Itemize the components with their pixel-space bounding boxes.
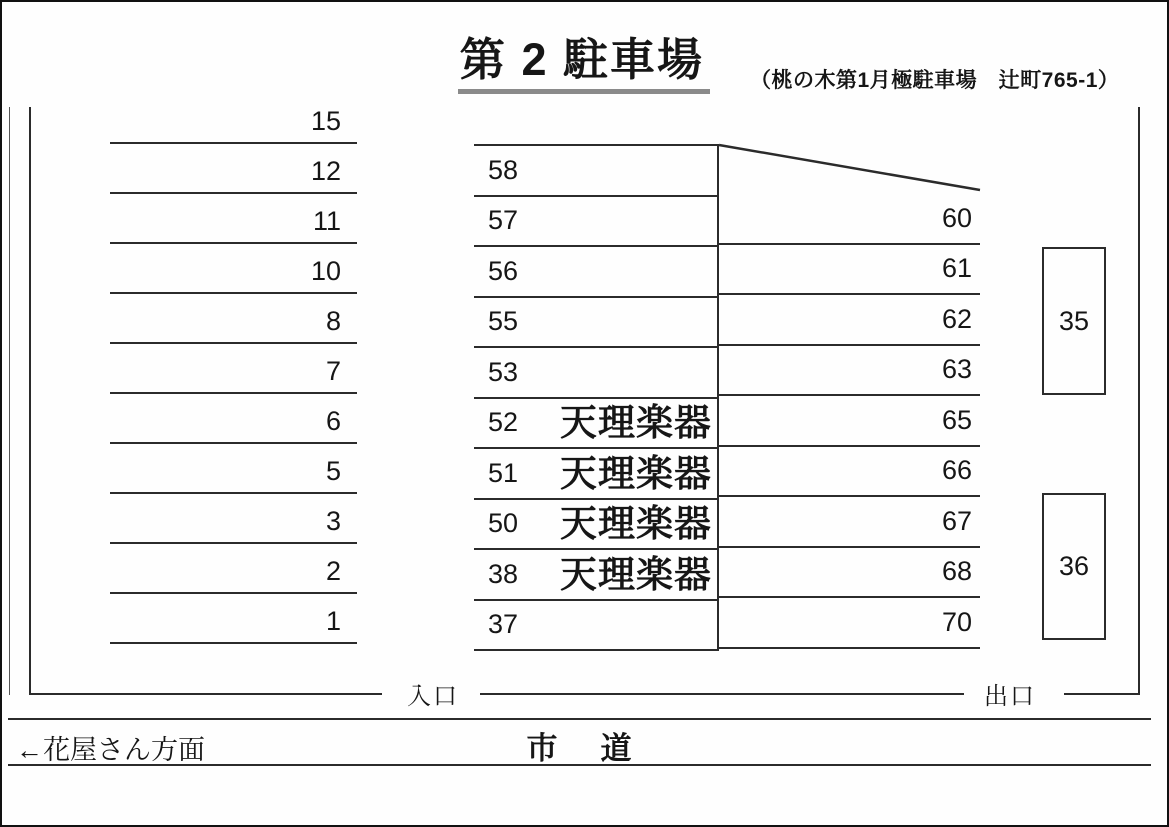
city-road-label: 市 道 bbox=[526, 731, 638, 766]
stall-number: 66 bbox=[941, 455, 972, 486]
stall-number: 8 bbox=[325, 306, 341, 336]
stall-number: 60 bbox=[941, 202, 972, 233]
parking-stall-middle bbox=[474, 298, 717, 349]
stall-number: 67 bbox=[941, 505, 972, 536]
stall-number: 1 bbox=[325, 606, 341, 636]
diagonal-boundary-line bbox=[718, 142, 982, 192]
lot-left-inner-border bbox=[29, 107, 31, 695]
parking-stall-middle bbox=[474, 601, 717, 652]
parking-stall-left bbox=[110, 294, 357, 344]
parking-stall-left bbox=[110, 94, 357, 144]
stall-number: 35 bbox=[1058, 305, 1090, 336]
road-upper-line bbox=[8, 718, 1151, 720]
lot-bottom-border-segment bbox=[480, 693, 964, 695]
parking-stall-middle bbox=[474, 348, 717, 399]
stall-number: 70 bbox=[941, 606, 972, 637]
parking-stall-middle bbox=[474, 399, 717, 450]
lot-bottom-border-segment bbox=[29, 693, 382, 695]
stall-number: 63 bbox=[941, 354, 972, 385]
stall-number: 5 bbox=[325, 456, 341, 486]
stall-number: 2 bbox=[325, 556, 341, 586]
left-stall-column bbox=[110, 94, 357, 644]
parking-stall-right bbox=[719, 194, 980, 245]
parking-stall-right bbox=[719, 447, 980, 498]
exit-label: 出口 bbox=[977, 679, 1043, 707]
stall-number: 56 bbox=[488, 255, 519, 286]
parking-stall-right bbox=[719, 396, 980, 447]
tenant-name-label: 天理楽器 bbox=[560, 503, 712, 545]
stall-number: 55 bbox=[488, 306, 519, 337]
parking-stall-left bbox=[110, 344, 357, 394]
parking-stall-left bbox=[110, 244, 357, 294]
parking-stall-right bbox=[719, 548, 980, 599]
stall-number: 52 bbox=[488, 407, 519, 438]
parking-stall-right bbox=[719, 346, 980, 397]
stall-number: 68 bbox=[941, 556, 972, 587]
parking-stall-right bbox=[719, 295, 980, 346]
parking-stall-middle bbox=[474, 247, 717, 298]
parking-stall-left bbox=[110, 144, 357, 194]
stall-number: 58 bbox=[488, 154, 519, 185]
stall-number: 50 bbox=[488, 508, 519, 539]
page-title: 第 2 駐車場 bbox=[458, 34, 710, 94]
stall-number: 53 bbox=[488, 356, 519, 387]
tenant-name-label: 天理楽器 bbox=[560, 402, 712, 444]
stall-number: 36 bbox=[1058, 551, 1090, 581]
stall-number: 15 bbox=[310, 106, 341, 136]
parking-stall-side-box bbox=[1042, 247, 1106, 395]
stall-number: 7 bbox=[325, 356, 341, 386]
stall-number: 61 bbox=[941, 253, 972, 284]
parking-stall-left bbox=[110, 594, 357, 644]
parking-stall-middle bbox=[474, 146, 717, 197]
entrance-label: 入口 bbox=[400, 679, 466, 707]
parking-stall-side-box bbox=[1042, 493, 1106, 640]
stall-number: 57 bbox=[488, 205, 519, 236]
stall-number: 37 bbox=[488, 609, 519, 640]
page-subtitle: （桃の木第1月極駐車場 辻町765-1） bbox=[750, 69, 1120, 92]
stall-number: 38 bbox=[488, 558, 519, 589]
stall-number: 11 bbox=[312, 206, 341, 236]
parking-stall-middle bbox=[474, 449, 717, 500]
stall-number: 65 bbox=[941, 404, 972, 435]
tenant-name-label: 天理楽器 bbox=[560, 553, 712, 595]
stall-number: 6 bbox=[325, 406, 341, 436]
parking-stall-left bbox=[110, 194, 357, 244]
lot-bottom-border-segment bbox=[1064, 693, 1140, 695]
lot-right-border bbox=[1138, 107, 1140, 695]
parking-stall-right bbox=[719, 245, 980, 296]
parking-stall-right bbox=[719, 598, 980, 649]
flower-shop-direction-note: ←花屋さん方面 bbox=[16, 735, 205, 765]
tenant-name-label: 天理楽器 bbox=[560, 452, 712, 494]
stall-number: 12 bbox=[310, 156, 341, 186]
stall-number: 10 bbox=[310, 256, 341, 286]
parking-stall-left bbox=[110, 444, 357, 494]
stall-number: 3 bbox=[325, 506, 341, 536]
parking-stall-right bbox=[719, 497, 980, 548]
parking-stall-middle bbox=[474, 500, 717, 551]
parking-stall-left bbox=[110, 494, 357, 544]
lot-left-outer-border bbox=[9, 107, 10, 695]
stall-number: 62 bbox=[941, 303, 972, 334]
right-stall-column bbox=[719, 194, 980, 649]
parking-stall-left bbox=[110, 544, 357, 594]
parking-stall-left bbox=[110, 394, 357, 444]
parking-stall-middle bbox=[474, 550, 717, 601]
middle-stall-column bbox=[474, 144, 717, 651]
stall-number: 51 bbox=[488, 457, 519, 488]
parking-stall-middle bbox=[474, 197, 717, 248]
